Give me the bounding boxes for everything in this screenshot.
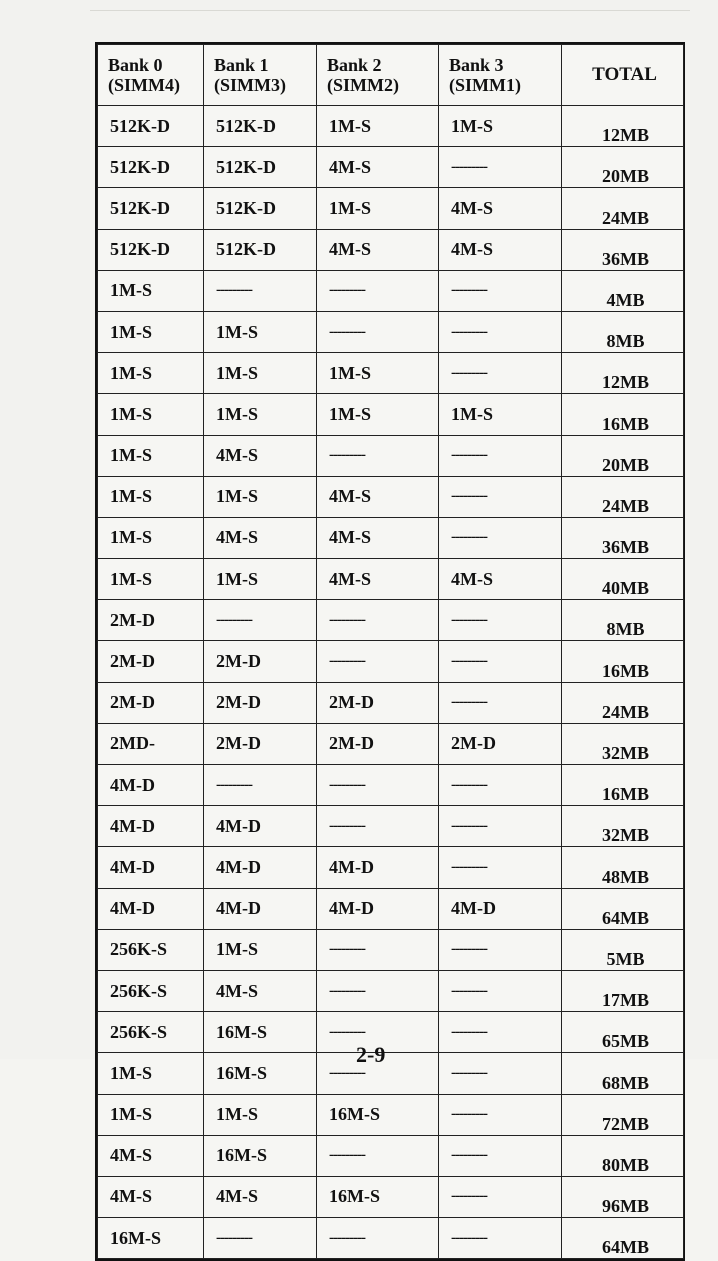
total-cell: 12MB [562, 353, 684, 394]
bank-2-cell: 4M-S [317, 147, 439, 188]
bank-1-cell: 4M-D [204, 806, 317, 847]
bank-1-cell: 512K-D [204, 147, 317, 188]
bank-2-cell: 2M-D [317, 682, 439, 723]
bank-0-cell: 4M-D [98, 888, 204, 929]
table-row [98, 517, 684, 558]
bank-0-cell: 256K-S [98, 1012, 204, 1053]
bank-3-cell: --------- [439, 765, 562, 806]
bank-0-cell: 1M-S [98, 559, 204, 600]
bank-2-cell: 4M-D [317, 847, 439, 888]
bank-3-cell: 1M-S [439, 106, 562, 147]
bank-1-cell: 4M-S [204, 1176, 317, 1217]
bank-1-cell: 512K-D [204, 188, 317, 229]
bank-1-header: Bank 1 (SIMM3) [204, 45, 317, 106]
bank-2-cell: 4M-S [317, 517, 439, 558]
bank-2-cell: 4M-S [317, 559, 439, 600]
total-cell: 5MB [562, 929, 684, 970]
bank-2-cell: 4M-S [317, 476, 439, 517]
bank-3-cell: --------- [439, 847, 562, 888]
bank-0-cell: 1M-S [98, 435, 204, 476]
bank-1-cell: 1M-S [204, 311, 317, 352]
bank-3-cell: 4M-D [439, 888, 562, 929]
bank-3-cell: --------- [439, 1176, 562, 1217]
total-cell: 8MB [562, 311, 684, 352]
bank-2-cell: --------- [317, 1135, 439, 1176]
bank-0-cell: 1M-S [98, 476, 204, 517]
bank-3-cell: --------- [439, 806, 562, 847]
table-row [98, 929, 684, 970]
bank-3-cell: --------- [439, 1094, 562, 1135]
bank-0-cell: 4M-D [98, 765, 204, 806]
total-cell: 72MB [562, 1094, 684, 1135]
bank-0-cell: 512K-D [98, 188, 204, 229]
table-row [98, 723, 684, 764]
bank-2-cell: --------- [317, 1053, 439, 1094]
bank-2-cell: 2M-D [317, 723, 439, 764]
table-row [98, 1012, 684, 1053]
total-cell: 48MB [562, 847, 684, 888]
total-cell: 12MB [562, 106, 684, 147]
table-row [98, 1094, 684, 1135]
bank-1-cell: 512K-D [204, 106, 317, 147]
bleed-through-line [90, 10, 690, 19]
table-row [98, 106, 684, 147]
bank-2-cell: --------- [317, 270, 439, 311]
bank-1-cell: 1M-S [204, 353, 317, 394]
bank-2-cell: 1M-S [317, 353, 439, 394]
bank-1-cell: 16M-S [204, 1135, 317, 1176]
total-cell: 17MB [562, 970, 684, 1011]
bank-3-cell: --------- [439, 435, 562, 476]
total-cell: 64MB [562, 888, 684, 929]
table-header-row [98, 45, 684, 106]
bank-0-cell: 4M-S [98, 1176, 204, 1217]
total-cell: 24MB [562, 188, 684, 229]
bank-1-cell: 4M-S [204, 970, 317, 1011]
bank-2-cell: --------- [317, 435, 439, 476]
bank-2-cell: --------- [317, 311, 439, 352]
table-row [98, 806, 684, 847]
bank-0-header: Bank 0 (SIMM4) [98, 45, 204, 106]
bank-2-cell: --------- [317, 641, 439, 682]
bank-1-cell: --------- [204, 270, 317, 311]
bank-3-cell: 4M-S [439, 229, 562, 270]
total-cell: 36MB [562, 517, 684, 558]
bank-2-cell: 1M-S [317, 106, 439, 147]
total-cell: 40MB [562, 559, 684, 600]
bank-3-cell: --------- [439, 270, 562, 311]
table-row [98, 270, 684, 311]
table-row [98, 1053, 684, 1094]
bank-3-header: Bank 3 (SIMM1) [439, 45, 562, 106]
table-row [98, 188, 684, 229]
total-cell: 96MB [562, 1176, 684, 1217]
bank-3-cell: --------- [439, 600, 562, 641]
bank-3-cell: --------- [439, 311, 562, 352]
bank-0-cell: 1M-S [98, 1053, 204, 1094]
bank-0-cell: 2M-D [98, 682, 204, 723]
bank-2-cell: --------- [317, 806, 439, 847]
bank-0-cell: 16M-S [98, 1218, 204, 1259]
bank-1-cell: 1M-S [204, 394, 317, 435]
bank-2-header: Bank 2 (SIMM2) [317, 45, 439, 106]
table-row [98, 229, 684, 270]
bank-1-cell: --------- [204, 1218, 317, 1259]
total-cell: 20MB [562, 147, 684, 188]
total-cell: 24MB [562, 476, 684, 517]
bank-0-cell: 4M-D [98, 806, 204, 847]
bank-3-cell: --------- [439, 1218, 562, 1259]
table-row [98, 1135, 684, 1176]
bank-1-cell: 1M-S [204, 476, 317, 517]
bank-3-cell: --------- [439, 353, 562, 394]
total-cell: 80MB [562, 1135, 684, 1176]
bank-1-cell: --------- [204, 600, 317, 641]
bank-2-cell: --------- [317, 600, 439, 641]
total-cell: 64MB [562, 1218, 684, 1259]
bank-3-cell: --------- [439, 476, 562, 517]
total-cell: 16MB [562, 394, 684, 435]
bank-3-cell: --------- [439, 517, 562, 558]
bank-0-cell: 2M-D [98, 641, 204, 682]
bank-2-cell: --------- [317, 929, 439, 970]
bank-2-cell: 16M-S [317, 1094, 439, 1135]
memory-configuration-table [97, 44, 684, 1259]
table-row [98, 888, 684, 929]
bank-3-cell: 1M-S [439, 394, 562, 435]
bank-0-cell: 4M-D [98, 847, 204, 888]
bank-3-cell: 4M-S [439, 559, 562, 600]
total-header: TOTAL [562, 45, 684, 106]
bank-0-cell: 4M-S [98, 1135, 204, 1176]
table-body [98, 106, 684, 1259]
bank-3-cell: --------- [439, 970, 562, 1011]
table-row [98, 311, 684, 352]
table-row [98, 1218, 684, 1259]
bank-3-cell: --------- [439, 147, 562, 188]
bank-2-cell: 16M-S [317, 1176, 439, 1217]
bank-2-cell: 4M-D [317, 888, 439, 929]
bank-1-cell: 16M-S [204, 1053, 317, 1094]
bank-0-cell: 1M-S [98, 353, 204, 394]
bank-1-cell: 1M-S [204, 929, 317, 970]
total-cell: 16MB [562, 641, 684, 682]
table-row [98, 476, 684, 517]
bank-1-cell: 4M-D [204, 847, 317, 888]
bank-3-cell: --------- [439, 682, 562, 723]
bank-2-cell: 1M-S [317, 394, 439, 435]
table-row [98, 1176, 684, 1217]
memory-configuration-table-wrapper [95, 42, 685, 1261]
bank-3-cell: --------- [439, 1053, 562, 1094]
total-cell: 65MB [562, 1012, 684, 1053]
bank-2-cell: --------- [317, 970, 439, 1011]
bank-1-cell: 2M-D [204, 723, 317, 764]
bank-1-cell: 2M-D [204, 641, 317, 682]
bank-0-cell: 2MD- [98, 723, 204, 764]
table-row [98, 970, 684, 1011]
table-row [98, 682, 684, 723]
bank-0-cell: 1M-S [98, 1094, 204, 1135]
bank-1-cell: 512K-D [204, 229, 317, 270]
table-row [98, 559, 684, 600]
bank-1-cell: --------- [204, 765, 317, 806]
bank-0-cell: 1M-S [98, 311, 204, 352]
table-row [98, 147, 684, 188]
total-cell: 20MB [562, 435, 684, 476]
total-cell: 32MB [562, 806, 684, 847]
table-row [98, 641, 684, 682]
bank-1-cell: 4M-S [204, 435, 317, 476]
table-row [98, 435, 684, 476]
bank-0-cell: 2M-D [98, 600, 204, 641]
bank-0-cell: 512K-D [98, 147, 204, 188]
bank-1-cell: 16M-S [204, 1012, 317, 1053]
total-cell: 8MB [562, 600, 684, 641]
bank-2-cell: 4M-S [317, 229, 439, 270]
table-row [98, 394, 684, 435]
bank-0-cell: 512K-D [98, 106, 204, 147]
bank-2-cell: 1M-S [317, 188, 439, 229]
bank-0-cell: 1M-S [98, 517, 204, 558]
table-row [98, 353, 684, 394]
bank-1-cell: 1M-S [204, 559, 317, 600]
page-number: 2-9 [356, 1042, 386, 1067]
total-cell: 68MB [562, 1053, 684, 1094]
bank-1-cell: 4M-D [204, 888, 317, 929]
bank-2-cell: --------- [317, 1218, 439, 1259]
total-cell: 4MB [562, 270, 684, 311]
total-cell: 16MB [562, 765, 684, 806]
bank-3-cell: --------- [439, 929, 562, 970]
table-row [98, 765, 684, 806]
bank-2-cell: --------- [317, 765, 439, 806]
bank-3-cell: --------- [439, 1012, 562, 1053]
bank-0-cell: 1M-S [98, 270, 204, 311]
bank-3-cell: --------- [439, 1135, 562, 1176]
bank-2-cell: --------- [317, 1012, 439, 1053]
bank-0-cell: 256K-S [98, 970, 204, 1011]
total-cell: 24MB [562, 682, 684, 723]
bank-1-cell: 2M-D [204, 682, 317, 723]
bank-0-cell: 1M-S [98, 394, 204, 435]
table-row [98, 600, 684, 641]
bank-1-cell: 1M-S [204, 1094, 317, 1135]
table-row [98, 847, 684, 888]
bank-1-cell: 4M-S [204, 517, 317, 558]
bank-0-cell: 512K-D [98, 229, 204, 270]
bank-0-cell: 256K-S [98, 929, 204, 970]
total-cell: 36MB [562, 229, 684, 270]
total-cell: 32MB [562, 723, 684, 764]
bank-3-cell: 2M-D [439, 723, 562, 764]
bank-3-cell: --------- [439, 641, 562, 682]
bank-3-cell: 4M-S [439, 188, 562, 229]
